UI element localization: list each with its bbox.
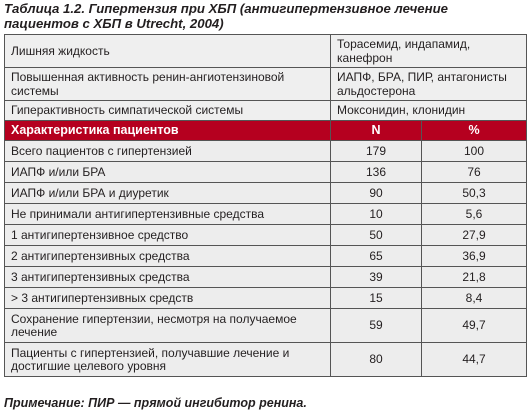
mechanism-row bbox=[5, 68, 527, 101]
table-note: Примечание: ПИР — прямой ингибитор ренина. bbox=[4, 396, 307, 410]
table-row bbox=[5, 267, 527, 288]
row-percent: 100 bbox=[422, 141, 527, 162]
row-label: Сохранение гипертензии, несмотря на получаемое лечение bbox=[5, 309, 331, 343]
row-n: 136 bbox=[331, 162, 422, 183]
row-percent: 50,3 bbox=[422, 183, 527, 204]
mechanism-cause: Повышенная активность ренин-ангиотензиновой системы bbox=[5, 68, 331, 101]
row-percent: 49,7 bbox=[422, 309, 527, 343]
row-n: 59 bbox=[331, 309, 422, 343]
table-row bbox=[5, 343, 527, 377]
header-percent: % bbox=[422, 121, 527, 141]
row-percent: 5,6 bbox=[422, 204, 527, 225]
row-label: Не принимали антигипертензивные средства bbox=[5, 204, 331, 225]
header-n: N bbox=[331, 121, 422, 141]
row-n: 80 bbox=[331, 343, 422, 377]
row-label: Пациенты с гипертензией, получавшие лечение и достигшие целевого уровня bbox=[5, 343, 331, 377]
row-percent: 76 bbox=[422, 162, 527, 183]
row-percent: 44,7 bbox=[422, 343, 527, 377]
row-percent: 21,8 bbox=[422, 267, 527, 288]
mechanism-treatment: Моксонидин, клонидин bbox=[331, 101, 527, 121]
row-percent: 27,9 bbox=[422, 225, 527, 246]
mechanism-treatment: ИАПФ, БРА, ПИР, антагонисты альдостерона bbox=[331, 68, 527, 101]
table-row bbox=[5, 141, 527, 162]
table-header-row bbox=[5, 121, 527, 141]
row-n: 50 bbox=[331, 225, 422, 246]
row-n: 39 bbox=[331, 267, 422, 288]
table-row bbox=[5, 225, 527, 246]
header-characteristic: Характеристика пациентов bbox=[5, 121, 331, 141]
row-percent: 8,4 bbox=[422, 288, 527, 309]
hypertension-table bbox=[4, 34, 527, 377]
row-label: ИАПФ и/или БРА и диуретик bbox=[5, 183, 331, 204]
row-label: > 3 антигипертензивных средств bbox=[5, 288, 331, 309]
row-n: 10 bbox=[331, 204, 422, 225]
table-caption: Таблица 1.2. Гипертензия при ХБП (антигипертензивное лечение пациентов с ХБП в Utrecht, 2004) bbox=[4, 1, 448, 31]
row-n: 90 bbox=[331, 183, 422, 204]
table-row bbox=[5, 288, 527, 309]
table-row bbox=[5, 204, 527, 225]
table-row bbox=[5, 309, 527, 343]
row-n: 179 bbox=[331, 141, 422, 162]
row-n: 15 bbox=[331, 288, 422, 309]
row-label: 1 антигипертензивное средство bbox=[5, 225, 331, 246]
table-row bbox=[5, 183, 527, 204]
table-row bbox=[5, 162, 527, 183]
mechanism-cause: Лишняя жидкость bbox=[5, 35, 331, 68]
row-n: 65 bbox=[331, 246, 422, 267]
row-label: 3 антигипертензивных средства bbox=[5, 267, 331, 288]
row-label: Всего пациентов с гипертензией bbox=[5, 141, 331, 162]
mechanism-row bbox=[5, 101, 527, 121]
row-label: 2 антигипертензивных средства bbox=[5, 246, 331, 267]
mechanism-row bbox=[5, 35, 527, 68]
row-percent: 36,9 bbox=[422, 246, 527, 267]
table-row bbox=[5, 246, 527, 267]
row-label: ИАПФ и/или БРА bbox=[5, 162, 331, 183]
mechanism-cause: Гиперактивность симпатической системы bbox=[5, 101, 331, 121]
mechanism-treatment: Торасемид, индапамид, канефрон bbox=[331, 35, 527, 68]
